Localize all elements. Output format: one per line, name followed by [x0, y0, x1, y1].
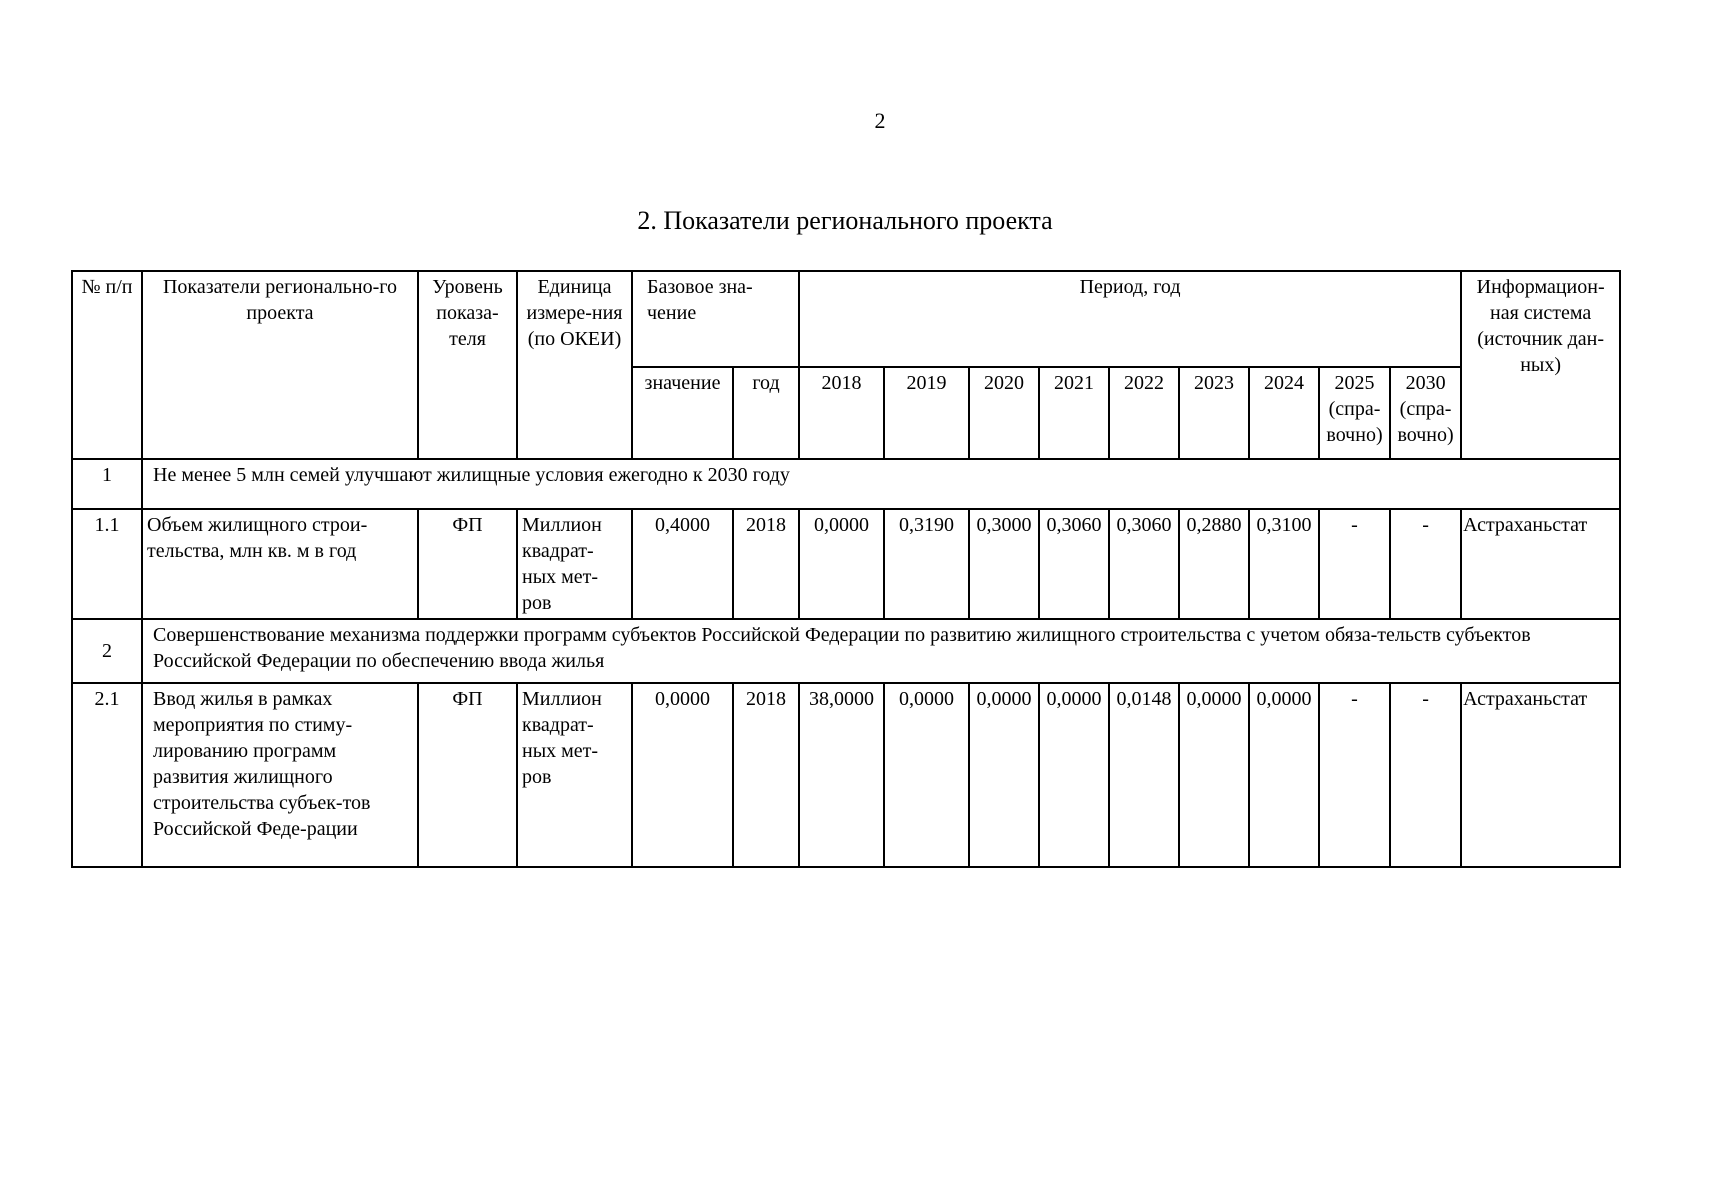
- indicator-level: ФП: [418, 683, 517, 867]
- header-year-2018: 2018: [799, 367, 884, 459]
- indicators-table: [71, 270, 1621, 868]
- header-indicator: Показатели регионально-го проекта: [142, 271, 418, 459]
- goal-row: [72, 619, 1620, 683]
- base-year: 2018: [733, 509, 799, 619]
- header-base-year: год: [733, 367, 799, 459]
- indicator-row: [72, 683, 1620, 867]
- goal-num: 1: [72, 459, 142, 509]
- value-2024: 0,3100: [1249, 509, 1319, 619]
- value-2018: 0,0000: [799, 509, 884, 619]
- header-year-2019: 2019: [884, 367, 969, 459]
- header-year-2024: 2024: [1249, 367, 1319, 459]
- value-2030: -: [1390, 683, 1461, 867]
- header-unit: Единица измере-ния (по ОКЕИ): [517, 271, 632, 459]
- header-row-1: [72, 271, 1620, 367]
- value-2023: 0,2880: [1179, 509, 1249, 619]
- value-2019: 0,0000: [884, 683, 969, 867]
- header-base-value: значение: [632, 367, 733, 459]
- indicator-name: Объем жилищного строи-тельства, млн кв. м в год: [142, 509, 418, 619]
- value-2025: -: [1319, 683, 1390, 867]
- value-2021: 0,0000: [1039, 683, 1109, 867]
- value-2018: 38,0000: [799, 683, 884, 867]
- value-2030: -: [1390, 509, 1461, 619]
- indicator-num: 1.1: [72, 509, 142, 619]
- indicator-unit: Миллион квадрат-ных мет-ров: [517, 509, 632, 619]
- header-year-2022: 2022: [1109, 367, 1179, 459]
- header-year-2030: 2030 (спра-вочно): [1390, 367, 1461, 459]
- value-2019: 0,3190: [884, 509, 969, 619]
- header-num: № п/п: [72, 271, 142, 459]
- value-2020: 0,3000: [969, 509, 1039, 619]
- header-year-2021: 2021: [1039, 367, 1109, 459]
- header-base: Базовое зна-чение: [632, 271, 799, 367]
- header-period: Период, год: [799, 271, 1461, 367]
- page-number: 2: [874, 108, 886, 133]
- header-source: Информацион-ная система (источник дан-ных): [1461, 271, 1620, 459]
- value-2021: 0,3060: [1039, 509, 1109, 619]
- value-2023: 0,0000: [1179, 683, 1249, 867]
- value-2025: -: [1319, 509, 1390, 619]
- header-level: Уровень показа-теля: [418, 271, 517, 459]
- goal-row: [72, 459, 1620, 509]
- goal-text: Совершенствование механизма поддержки программ субъектов Российской Федерации по развитию жилищного строительства с учетом обяза-тельств субъектов Российской Федерации по обеспечению ввода жилья: [142, 619, 1620, 683]
- indicator-source: Астраханьстат: [1461, 683, 1620, 867]
- goal-text: Не менее 5 млн семей улучшают жилищные условия ежегодно к 2030 году: [142, 459, 1620, 509]
- value-2022: 0,0148: [1109, 683, 1179, 867]
- base-year: 2018: [733, 683, 799, 867]
- header-year-2023: 2023: [1179, 367, 1249, 459]
- section-title: 2. Показатели регионального проекта: [637, 206, 1053, 235]
- base-value: 0,4000: [632, 509, 733, 619]
- base-value: 0,0000: [632, 683, 733, 867]
- value-2024: 0,0000: [1249, 683, 1319, 867]
- indicator-name: Ввод жилья в рамках мероприятия по стиму-лированию программ развития жилищного строительства субъек-тов Российской Феде-рации: [142, 683, 418, 867]
- value-2022: 0,3060: [1109, 509, 1179, 619]
- indicator-num: 2.1: [72, 683, 142, 867]
- indicator-level: ФП: [418, 509, 517, 619]
- indicator-unit: Миллион квадрат-ных мет-ров: [517, 683, 632, 867]
- goal-num: 2: [72, 619, 142, 683]
- value-2020: 0,0000: [969, 683, 1039, 867]
- indicator-row: [72, 509, 1620, 619]
- header-year-2020: 2020: [969, 367, 1039, 459]
- header-year-2025: 2025 (спра-вочно): [1319, 367, 1390, 459]
- indicator-source: Астраханьстат: [1461, 509, 1620, 619]
